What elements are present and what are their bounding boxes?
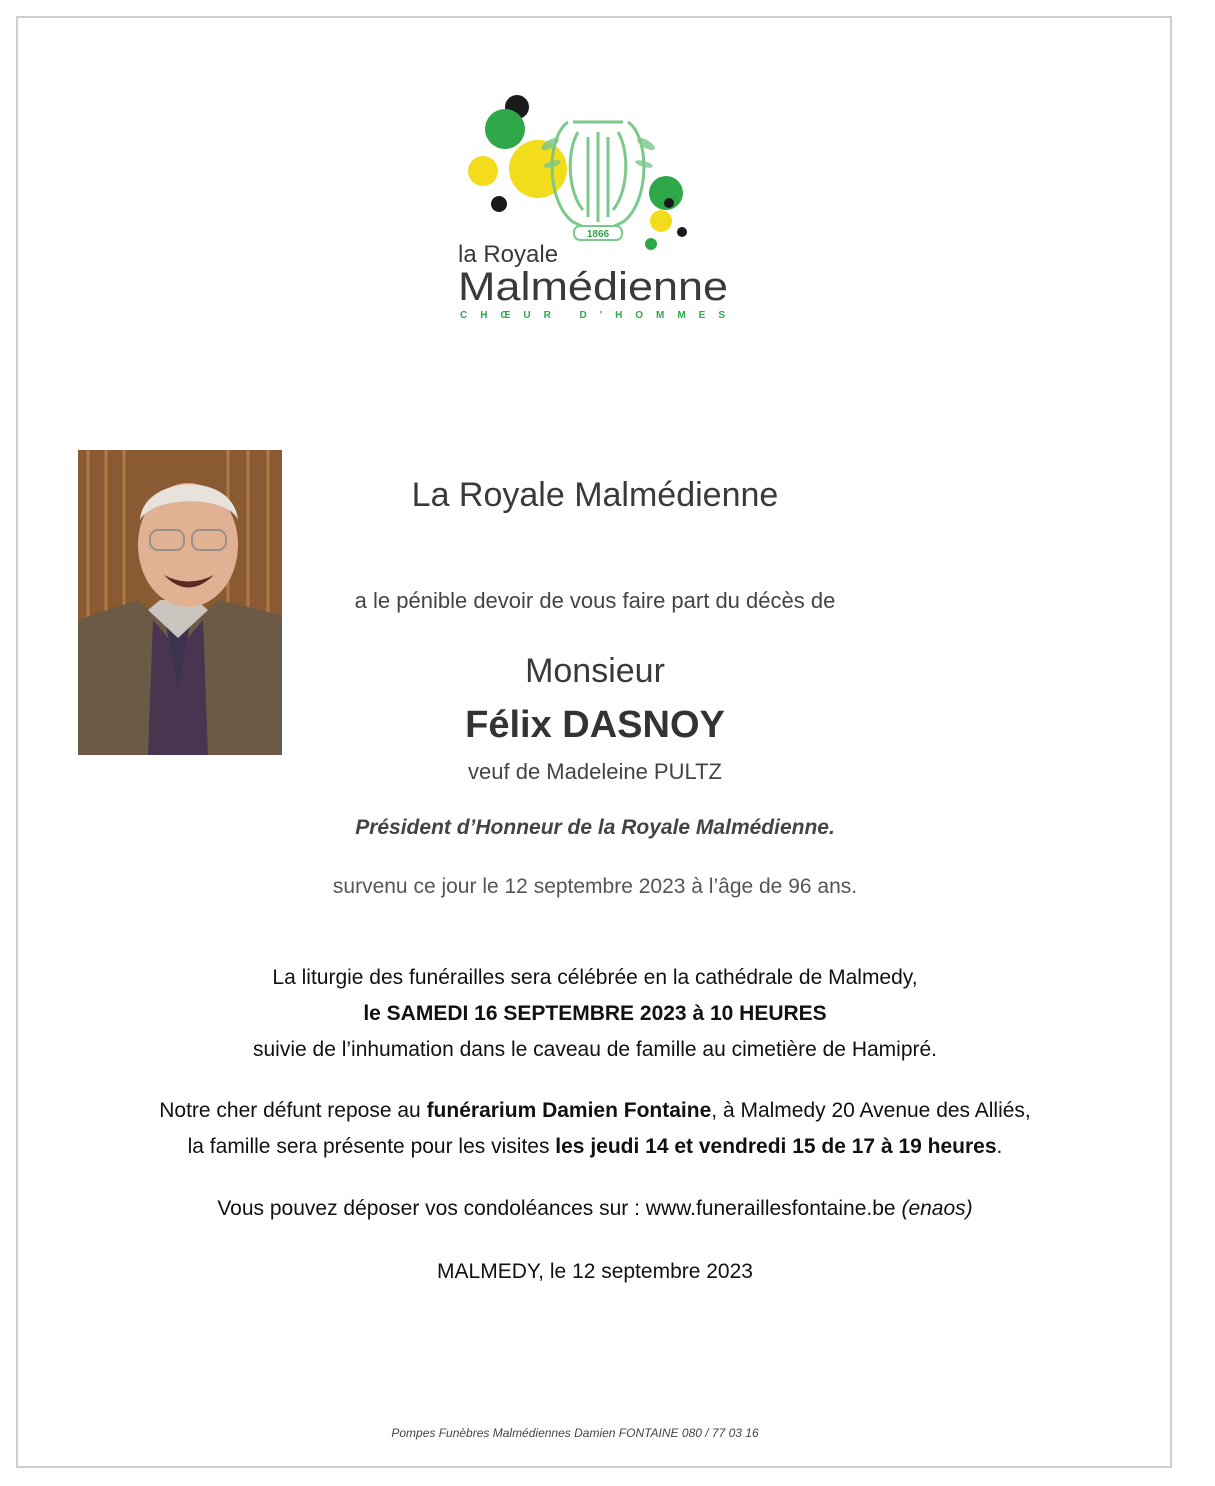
rest-line-1 [0, 1099, 1190, 1123]
footer-funeral-home: Pompes Funèbres Malmédiennes Damien FONTAINE 080 / 77 03 16 [391, 1426, 759, 1440]
condolences-text: Vous pouvez déposer vos condoléances sur : [217, 1197, 646, 1220]
funerarium-name: funérarium Damien Fontaine [426, 1099, 712, 1122]
rest-line-2-c: . [996, 1135, 1003, 1158]
choir-logo [448, 92, 748, 324]
rest-line-2 [0, 1135, 1190, 1159]
rest-line-1-a: Notre cher défunt repose au [159, 1099, 427, 1122]
deceased-name: Félix DASNOY [465, 704, 725, 746]
logo-line1: la Royale [458, 241, 559, 268]
rest-line-2-a: la famille sera présente pour les visites [187, 1135, 556, 1158]
logo-line3: CHŒUR D'HOMMES [460, 310, 725, 321]
funeral-line-3: suivie de l’inhumation dans le caveau de famille au cimetière de Hamipré. [252, 1038, 938, 1061]
condolences-note: (enaos) [901, 1197, 973, 1220]
rest-line-1-c: , à Malmedy 20 Avenue des Alliés, [711, 1099, 1031, 1122]
widow-line: veuf de Madeleine PULTZ [468, 759, 722, 784]
visit-times: les jeudi 14 et vendredi 15 de 17 à 19 heures [555, 1135, 997, 1158]
funeral-line-2: le SAMEDI 16 SEPTEMBRE 2023 à 10 HEURES [363, 1002, 827, 1025]
org-name: La Royale Malmédienne [411, 476, 779, 514]
condolences-url[interactable]: www.funeraillesfontaine.be [645, 1197, 896, 1220]
honor-line: Président d’Honneur de la Royale Malmédienne. [355, 816, 835, 839]
intro-text: a le pénible devoir de vous faire part du décès de [354, 588, 836, 613]
death-line: survenu ce jour le 12 septembre 2023 à l’âge de 96 ans. [332, 875, 858, 898]
condolences-line [0, 1197, 1190, 1221]
logo-line2: Malmédienne [458, 265, 728, 309]
funeral-line-1: La liturgie des funérailles sera célébrée en la cathédrale de Malmedy, [272, 966, 918, 989]
logo-year: 1866 [586, 229, 610, 240]
honorific: Monsieur [525, 652, 665, 690]
place-date: MALMEDY, le 12 septembre 2023 [437, 1260, 753, 1283]
